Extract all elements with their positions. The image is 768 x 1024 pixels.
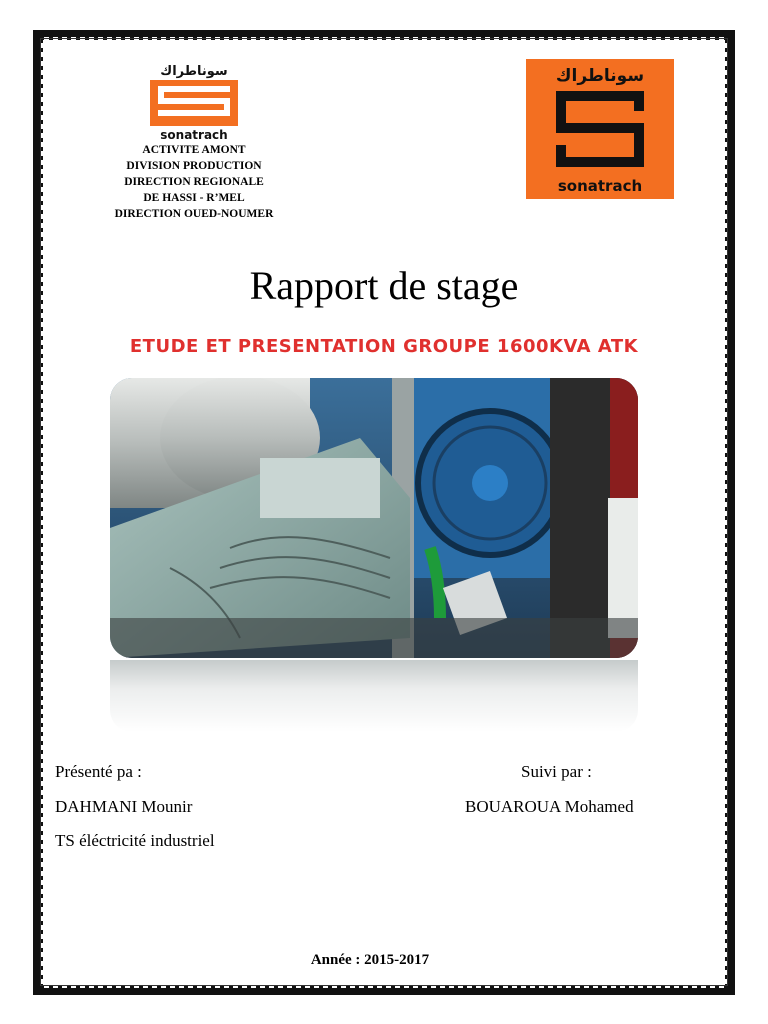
supervisor-label: Suivi par : bbox=[521, 762, 592, 781]
org-line: DIRECTION REGIONALE bbox=[124, 176, 264, 188]
presenter-name: DAHMANI Mounir bbox=[55, 797, 193, 816]
academic-year: Année : 2015-2017 bbox=[310, 952, 430, 968]
sonatrach-logo-large bbox=[526, 59, 674, 199]
presenter-label: Présenté pa : bbox=[55, 762, 142, 781]
supervisor-name: BOUAROUA Mohamed bbox=[465, 797, 634, 816]
org-line: DIRECTION OUED-NOUMER bbox=[114, 208, 274, 220]
organization-header bbox=[80, 142, 308, 222]
photo-reflection bbox=[110, 660, 638, 732]
org-line: DIVISION PRODUCTION bbox=[126, 160, 262, 172]
org-line: ACTIVITE AMONT bbox=[142, 144, 246, 156]
page-title: Rapport de stage bbox=[249, 263, 519, 308]
report-subtitle: ETUDE ET PRESENTATION GROUPE 1600KVA ATK bbox=[129, 336, 639, 357]
sonatrach-logo-small bbox=[146, 62, 242, 142]
brand-arabic-large: سوناطراك bbox=[555, 66, 645, 86]
brand-name-large: sonatrach bbox=[557, 177, 643, 195]
brand-arabic-small: سوناطراك bbox=[160, 64, 228, 79]
presenter-role: TS éléctricité industriel bbox=[55, 831, 215, 850]
org-line: DE HASSI - R’MEL bbox=[143, 192, 245, 204]
brand-name-small: sonatrach bbox=[160, 128, 228, 142]
generator-photo bbox=[110, 378, 638, 658]
